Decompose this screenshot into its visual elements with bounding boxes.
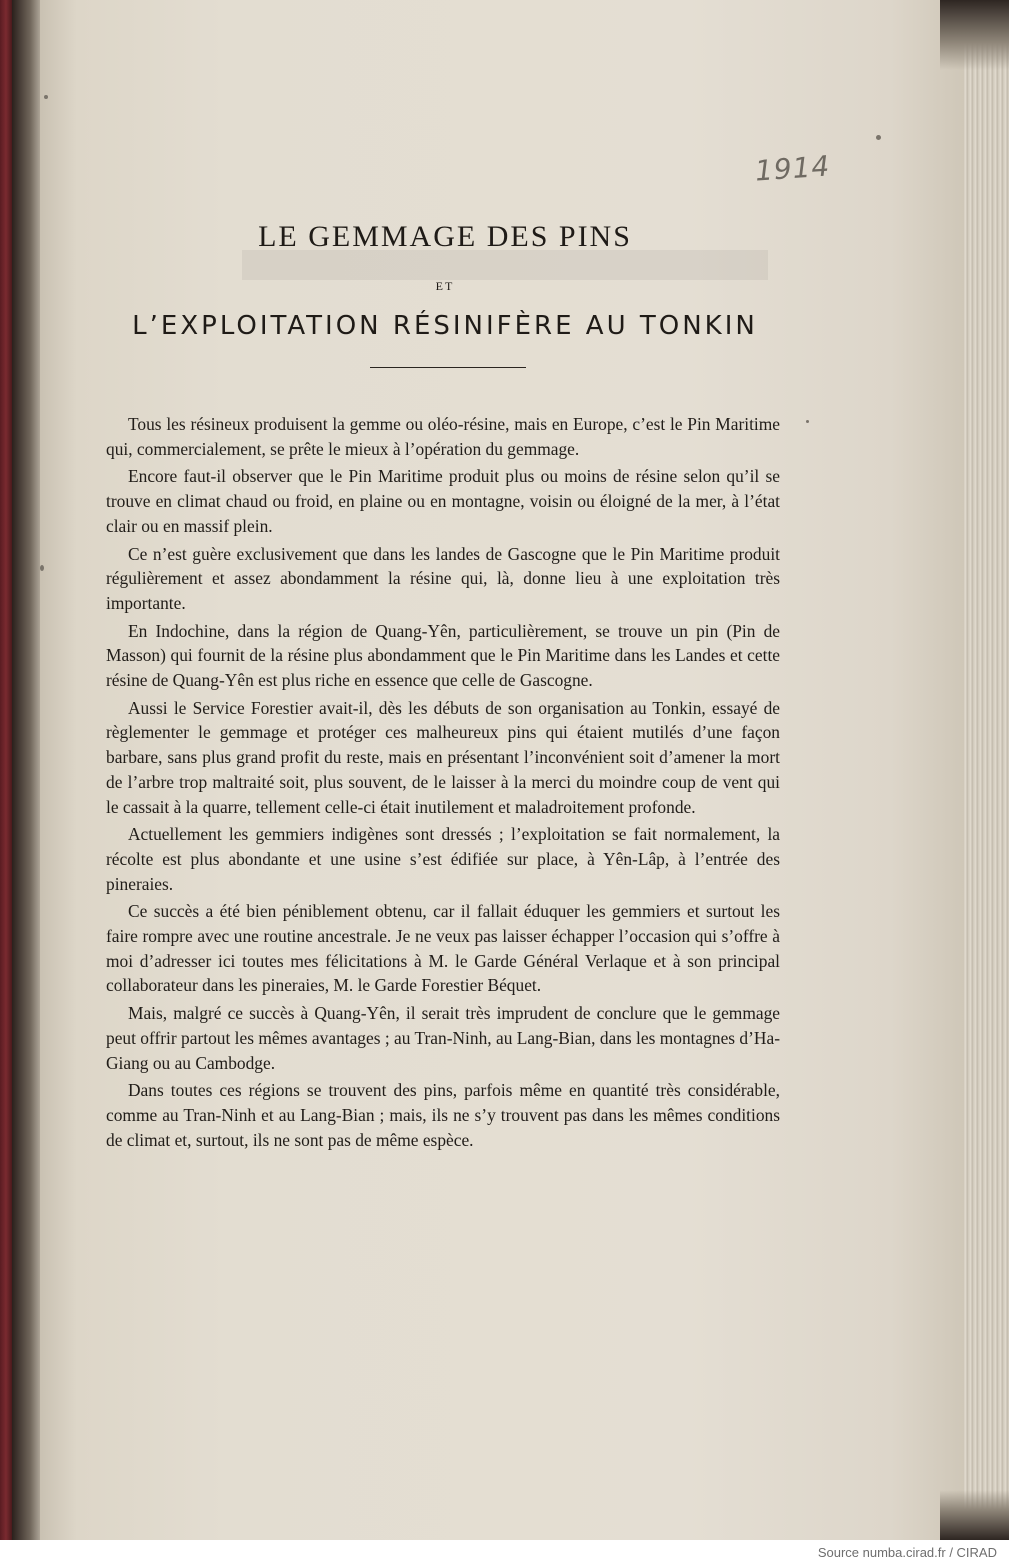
- paragraph: Ce n’est guère exclusivement que dans les landes de Gascogne que le Pin Maritime produit régulièrement et assez abondamment la résine qui, là, donne lieu à une exploitation très importante.: [106, 543, 780, 613]
- paragraph: Aussi le Service Forestier avait-il, dès les débuts de son organisation au Tonkin, essayé de règlementer le gemmage et protéger ces malheureux pins qui étaient mutilés d’une façon barbare, sans plus grand profit du reste, mais en présentant l’inconvénient soit d’amener la mort de l’arbre trop maltraité soit, plus souvent, de le laisser à la merci du moindre coup de vent qui le cassait à la quarre, tellement celle-ci était inutilement et maladroitement profonde.: [106, 697, 780, 817]
- paper-speck: [876, 135, 881, 140]
- title-shading: [242, 250, 768, 280]
- paper-speck: [40, 565, 44, 571]
- page-edges-top-shadow: [940, 0, 1009, 70]
- source-credit: Source numba.cirad.fr / CIRAD: [817, 1545, 997, 1560]
- paper-speck: [44, 95, 48, 99]
- title-divider: [370, 367, 526, 368]
- page-edges-bottom-shadow: [940, 1490, 1009, 1540]
- paragraph: Actuellement les gemmiers indigènes sont dressés ; l’exploitation se fait normalement, la récolte est plus abondante et une usine s’est édifiée sur place, à Yên-Lâp, à l’entrée des pineraies.: [106, 824, 780, 894]
- article-title: LE GEMMAGE DES PINS: [258, 220, 632, 253]
- paragraph: Encore faut-il observer que le Pin Maritime produit plus ou moins de résine selon qu’il se trouve en climat chaud ou froid, en plaine ou en montagne, voisin ou éloigné de la mer, à l’état clair ou en massif plein.: [106, 466, 780, 536]
- article-subtitle: L’EXPLOITATION RÉSINIFÈRE AU TONKIN: [132, 311, 758, 341]
- paragraph: Tous les résineux produisent la gemme ou oléo-résine, mais en Europe, c’est le Pin Maritime qui, commercialement, se prête le mieux à l’opération du gemmage.: [106, 414, 780, 459]
- paragraph: En Indochine, dans la région de Quang-Yên, particulièrement, se trouve un pin (Pin de Masson) qui fournit de la résine plus abondamment que le Pin Maritime dans les Landes et cette résine de Quang-Yên est plus riche en essence que celle de Gascogne.: [106, 620, 780, 691]
- paragraph: Ce succès a été bien péniblement obtenu, car il fallait éduquer les gemmiers et surtout les faire rompre avec une routine ancestrale. Je ne veux pas laisser échapper l’occasion qui s’offre à moi d’adresser ici toutes mes félicitations à M. le Garde Général Verlaque et à son principal collaborateur dans les pineraies, M. le Garde Forestier Béquet.: [106, 901, 780, 996]
- handwritten-year: 1914: [753, 149, 832, 188]
- paper-speck: [806, 420, 809, 423]
- paragraph: Mais, malgré ce succès à Quang-Yên, il serait très imprudent de conclure que le gemmage peut offrir partout les mêmes avantages ; au Tran-Ninh, au Lang-Bian, dans les montagnes d’Ha-Giang ou au Cambodge.: [106, 1003, 780, 1073]
- article-body: [106, 412, 780, 1155]
- page-edges: [964, 0, 1009, 1540]
- article-title-conjunction: ET: [435, 279, 455, 293]
- paragraph: Dans toutes ces régions se trouvent des pins, parfois même en quantité très considérable, comme au Tran-Ninh et au Lang-Bian ; mais, ils ne s’y trouvent pas dans les mêmes conditions de climat et, surtout, ils ne sont pas de même espèce.: [106, 1080, 780, 1150]
